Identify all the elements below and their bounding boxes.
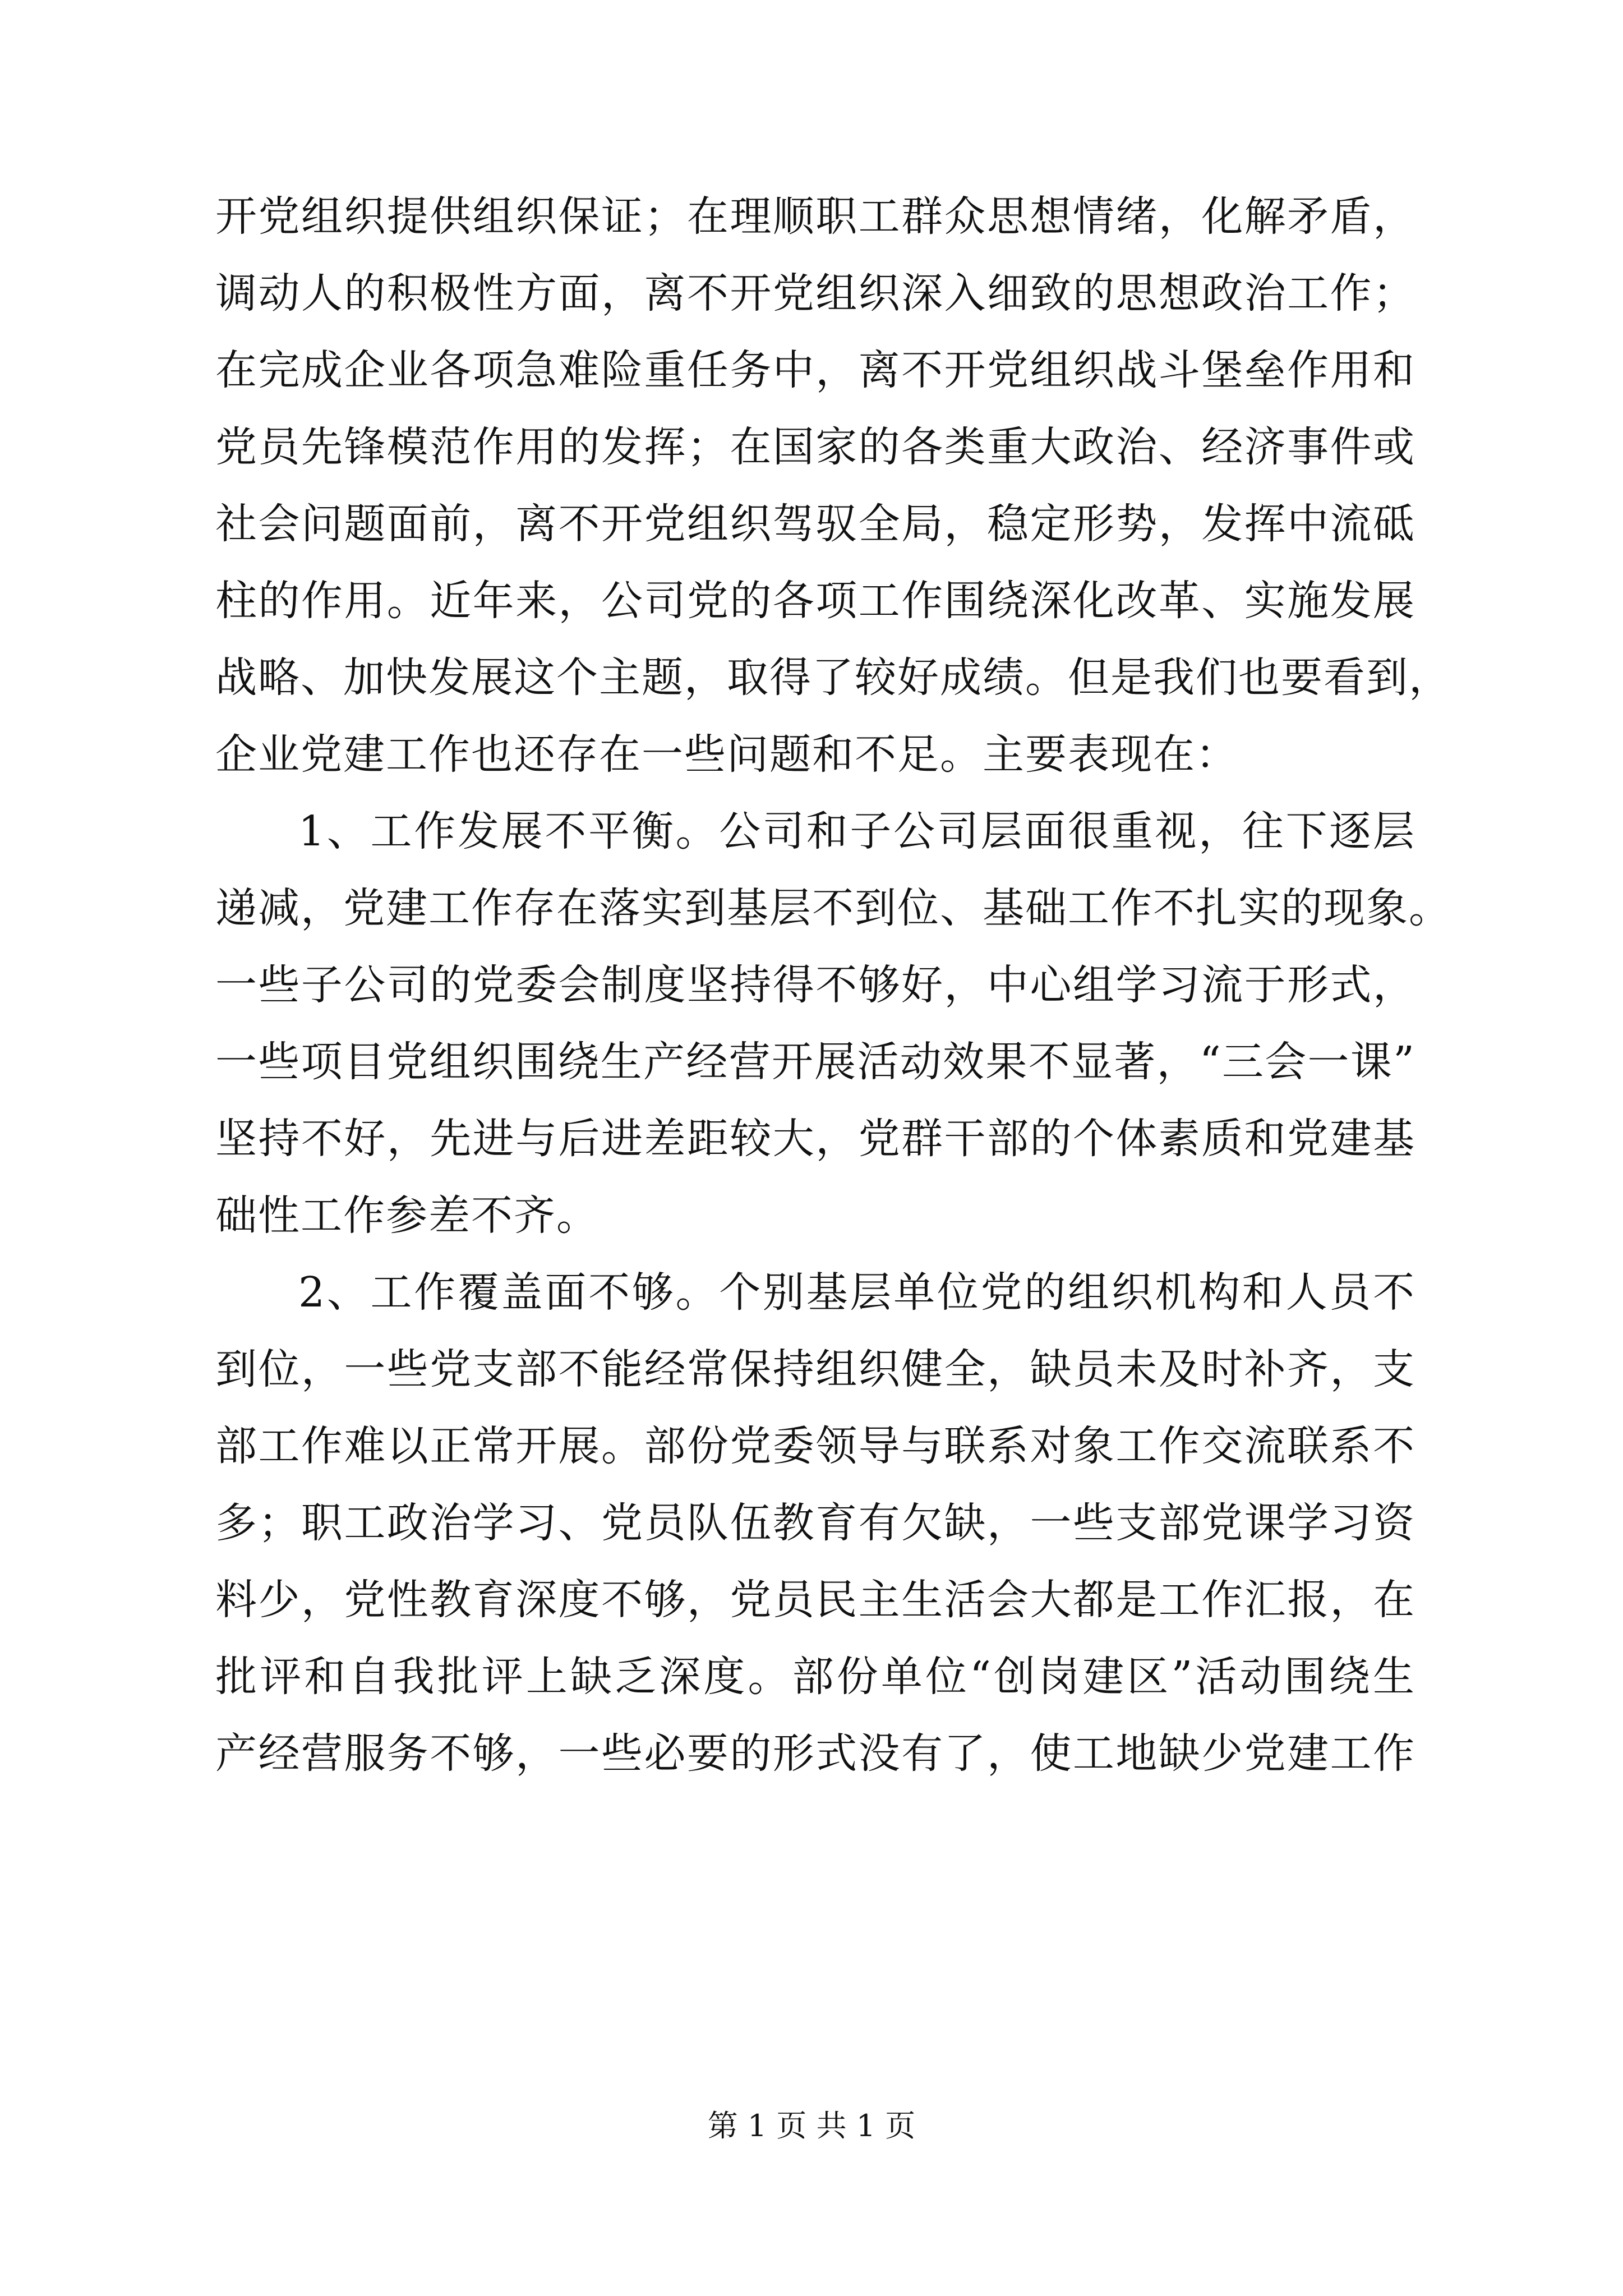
text-line: 产经营服务不够，一些必要的形式没有了，使工地缺少党建工作 (215, 1729, 1415, 1778)
text-line: 一些子公司的党委会制度坚持得不够好，中心组学习流于形式， (215, 961, 1415, 1009)
text-line: 到位，一些党支部不能经常保持组织健全，缺员未及时补齐，支 (215, 1345, 1415, 1393)
text-line: 多；职工政治学习、党员队伍教育有欠缺，一些支部党课学习资 (215, 1499, 1415, 1547)
text-line: 战略、加快发展这个主题，取得了较好成绩。但是我们也要看到， (215, 654, 1451, 702)
text-line: 企业党建工作也还存在一些问题和不足。主要表现在： (215, 730, 1238, 779)
text-line: 开党组织提供组织保证；在理顺职工群众思想情绪，化解矛盾， (215, 192, 1415, 241)
text-line: 在完成企业各项急难险重任务中，离不开党组织战斗堡垒作用和 (215, 346, 1415, 394)
text-line: 坚持不好，先进与后进差距较大，党群干部的个体素质和党建基 (215, 1115, 1415, 1163)
text-line: 批评和自我批评上缺乏深度。部份单位“创岗建区”活动围绕生 (215, 1653, 1415, 1701)
page-footer: 第 1 页 共 1 页 (707, 2108, 916, 2143)
text-line: 部工作难以正常开展。部份党委领导与联系对象工作交流联系不 (215, 1422, 1415, 1470)
text-line: 1、工作发展不平衡。公司和子公司层面很重视，往下逐层 (298, 807, 1415, 855)
text-line: 社会问题面前，离不开党组织驾驭全局，稳定形势，发挥中流砥 (215, 500, 1415, 548)
text-line: 2、工作覆盖面不够。个别基层单位党的组织机构和人员不 (298, 1268, 1415, 1317)
text-line: 料少，党性教育深度不够，党员民主生活会大都是工作汇报，在 (215, 1576, 1415, 1624)
paragraph-3 (215, 1254, 1415, 1792)
document-body (215, 178, 1451, 1792)
text-line: 一些项目党组织围绕生产经营开展活动效果不显著，“三会一课” (215, 1038, 1415, 1086)
text-line: 党员先锋模范作用的发挥；在国家的各类重大政治、经济事件或 (215, 423, 1415, 471)
paragraph-1 (215, 178, 1451, 793)
text-line: 递减，党建工作存在落实到基层不到位、基础工作不扎实的现象。 (215, 884, 1451, 932)
text-line: 柱的作用。近年来，公司党的各项工作围绕深化改革、实施发展 (215, 577, 1415, 625)
text-line: 调动人的积极性方面，离不开党组织深入细致的思想政治工作； (215, 269, 1415, 318)
paragraph-2 (215, 793, 1451, 1254)
text-line: 础性工作参差不齐。 (215, 1191, 599, 1240)
